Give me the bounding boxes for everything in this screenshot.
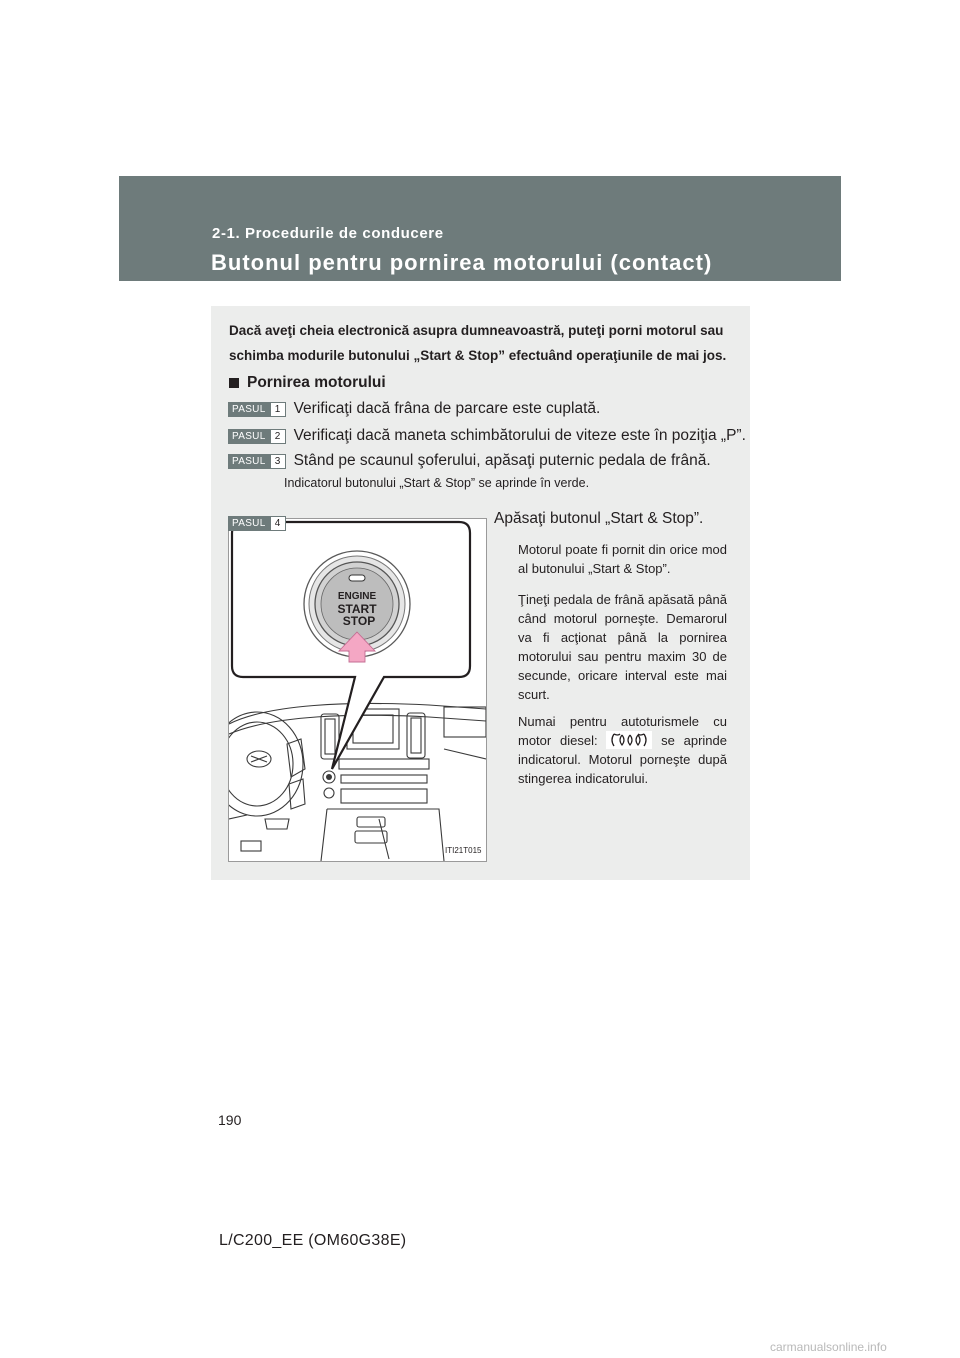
subheading [229,374,386,392]
start-button-illustration [228,518,487,862]
content-box [211,306,750,880]
step-badge: PASUL 2 [228,429,286,444]
note-any-mode: Motorul poate fi pornit din orice mod al butonului „Start & Stop”. [518,542,727,576]
step-text: Verificaţi dacă maneta schimbătorului de viteze este în poziţia „P”. [293,427,746,444]
step-badge: PASUL 3 [228,454,286,469]
step-3-note: Indicatorul butonului „Start & Stop” se aprinde în verde. [284,476,590,490]
section-label: 2-1. Procedurile de conducere [212,225,444,242]
watermark: carmanualsonline.info [770,1340,887,1354]
step-text: Verificaţi dacă frâna de parcare este cuplată. [293,400,601,417]
chapter-header [119,176,841,281]
step-4-badge [228,516,294,531]
step-3 [228,452,711,470]
glow-plug-indicator-icon [606,731,652,749]
square-bullet-icon [229,378,239,388]
page-title: Butonul pentru pornirea motorului (contact) [211,250,713,275]
footer-code: L/C200_EE (OM60G38E) [219,1232,407,1249]
step-2 [228,427,746,445]
dashboard-drawing [229,519,486,861]
step-badge: PASUL 4 [228,516,286,531]
intro-paragraph: Dacă aveţi cheia electronică asupra dumneavoastră, puteţi porni motorul sau schimba modurile butonului „Start & Stop” efectuând operaţiunile de mai jos. [229,323,727,363]
step-1 [228,400,600,418]
button-label-start: START [337,602,377,616]
subheading-text: Pornirea motorului [247,374,386,391]
figure-code: ITI21T015 [445,846,482,855]
button-label-engine: ENGINE [337,591,377,602]
step-4-text: Apăsaţi butonul „Start & Stop”. [494,510,704,527]
step-text: Stând pe scaunul şoferului, apăsaţi puternic pedala de frână. [293,452,711,469]
note-hold-brake: Ţineţi pedala de frână apăsată până când motorul porneşte. Demarorul va fi acţionat până la pornirea motorului sau pentru maxim 30 de secunde, oricare interval este mai scurt. [518,592,727,702]
step-badge: PASUL 1 [228,402,286,417]
button-label-stop: STOP [342,614,376,628]
note-diesel: Numai pentru autoturismele cu motor diesel: se aprinde indicatorul. Motorul porneşte după stingerea indicatorului. [518,714,727,786]
page-number: 190 [218,1112,242,1128]
